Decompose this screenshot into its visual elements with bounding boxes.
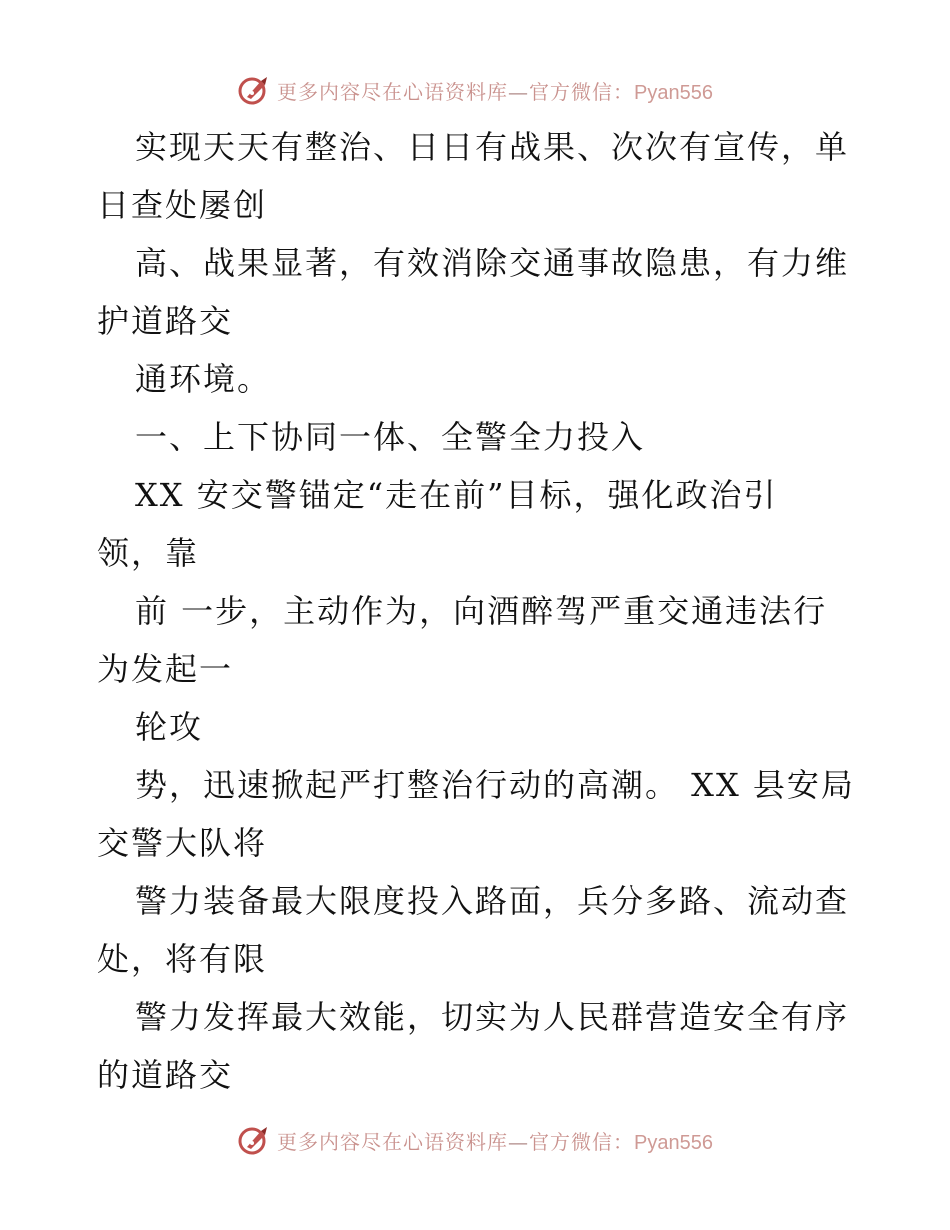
body-line: 警力装备最大限度投入路面，兵分多路、流动查 — [135, 882, 850, 920]
watermark-dash: — — [508, 1129, 530, 1154]
body-line: 的道路交 — [97, 1056, 234, 1094]
body-line: 前 一步，主动作为，向酒醉驾严重交通违法行 — [135, 592, 828, 630]
body-line: 交警大队将 — [97, 824, 268, 862]
section-heading: 一、上下协同一体、全警全力投入 — [135, 418, 646, 456]
watermark-site-text: 更多内容尽在心语资料库 — [277, 1129, 509, 1154]
body-line: 通环境。 — [135, 360, 272, 398]
pen-nib-circle-icon — [237, 1123, 271, 1157]
watermark-site-text: 更多内容尽在心语资料库 — [277, 79, 509, 104]
body-line: 护道路交 — [97, 302, 234, 340]
body-line: XX 安交警锚定“走在前”目标，强化政治引 — [135, 476, 778, 514]
body-line: 势，迅速掀起严打整治行动的高潮。 XX 县安局 — [135, 766, 855, 804]
document-body — [97, 118, 857, 1104]
watermark-contact-label: 官方微信： — [529, 1129, 635, 1154]
body-line: 为发起一 — [97, 650, 234, 688]
watermark-contact-label: 官方微信： — [529, 79, 635, 104]
footer-watermark — [0, 1120, 950, 1160]
pen-nib-circle-icon — [237, 73, 271, 107]
watermark-dash: — — [508, 79, 530, 104]
body-line: 日查处屡创 — [97, 186, 268, 224]
body-line: 领，靠 — [97, 534, 200, 572]
body-line: 处，将有限 — [97, 940, 268, 978]
watermark-text — [277, 1126, 713, 1155]
watermark-contact-value: Pyan556 — [634, 1131, 713, 1154]
body-line: 警力发挥最大效能，切实为人民群营造安全有序 — [135, 998, 850, 1036]
body-line: 轮攻 — [135, 708, 204, 746]
header-watermark — [0, 70, 950, 110]
watermark-text — [277, 76, 713, 105]
body-line: 实现天天有整治、日日有战果、次次有宣传，单 — [135, 128, 850, 166]
body-line: 高、战果显著，有效消除交通事故隐患，有力维 — [135, 244, 850, 282]
watermark-contact-value: Pyan556 — [634, 81, 713, 104]
